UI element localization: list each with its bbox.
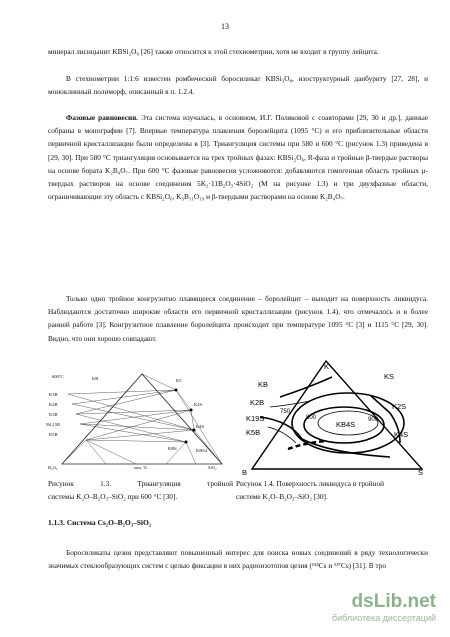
- fig14-label-kb4s: KB4S: [336, 420, 356, 429]
- fig13-label-b2o3: B₂O₃: [48, 465, 58, 470]
- paragraph-3-body: Эта система изучалась, в основном, И.Г. Поляковой с соавторами [29, 30 и др.], данные собраны в монографии [7]. Впервые температура плавления боролейцита (1095 °С) и его приблизительные области первичной кристаллизации были определены в [3]. Триангуляция системы при 580 и 600 °С (рисунок 1.3) приведена в [29, 30]. При 580 °С триангуляция основывается на трех тройных фазах: KBSi₂O₆, R-фаза и тройные β-твердые растворы на основе бората K₂B₄O₇. При 600 °С фазовые равновесия усложняются: добавляются гомогенная область тройных μ-твердых растворов на основе соединения 5K₂·11B₂O₃·4SiO₂ (M на рисунке 1.3) и три двухфазные области, ограничивающие эту область с KBSi₂O₆, K₃B₁₁O₁₉ и β-твердыми растворами на основе K₂B₄O₇.: [48, 113, 428, 202]
- fig13-label-kbs: KBS: [168, 446, 177, 451]
- fig13-label-k4s: K4S: [196, 424, 205, 429]
- figure-1-3-caption-line2: системы K₂O–B₂O₃–SiO₂ при 600 °С [30].: [48, 492, 178, 501]
- fig14-label-k19s: K19S: [246, 414, 265, 423]
- fig14-label-b: B: [242, 468, 248, 475]
- fig14-label-k2b: K2B: [250, 398, 265, 407]
- fig13-label-kb: KB: [92, 376, 99, 381]
- fig14-label-k5b: K5B: [246, 428, 261, 437]
- fig14-label-750: 750: [280, 409, 291, 415]
- paragraph-4: Только одно тройное конгруэнтно плавящееся соединение – боролейцит – выходит на поверхность ликвидуса. Наблюдаются достаточно широкие области его первичной кристаллизации (рисунок 1.4), что отмечалось и в более ранней работе [3]. Конгруэнтное плавление боролейцита происходит при температуре 1095 °С [3] и 1115 °С [29, 30]. Видно, что они хорошо совпадают.: [48, 294, 428, 343]
- figure-1-4-caption-line1: Рисунок 1.4. Поверхность ликвидуса в тройной: [236, 479, 385, 488]
- figure-1-3-triangulation: [46, 370, 226, 470]
- figure-1-4-caption-line2: системе K₂O–B₂O₃–SiO₂ [30].: [236, 492, 328, 501]
- fig14-label-k4s: K4S: [394, 430, 409, 439]
- fig13-label-k2b: K2B: [49, 402, 58, 407]
- paragraph-3-lead: Фазовые равновесия.: [66, 113, 138, 122]
- fig13-label-mu: 5K,15B: [46, 422, 61, 427]
- paragraph-5: Боросиликаты цезия представляют повышенный интерес для поиска новых соединений в ряду технологически значимых стеклообразующих систем с целью фиксации в них радиоизотопов цезия (¹³⁴Cs и ¹³⁷Cs) [31]. В тро: [48, 548, 428, 571]
- fig13-label-k5: K5: [176, 378, 182, 383]
- fig14-label-ks: KS: [384, 372, 395, 381]
- fig14-label-800: 800: [306, 415, 317, 421]
- fig14-label-s: S: [418, 468, 424, 475]
- figure-1-4-caption: [236, 477, 436, 503]
- fig13-label-k3b-2: K3B: [49, 412, 58, 417]
- watermark-subtitle: библиотека диссертаций: [331, 613, 436, 623]
- fig13-label-k5b: K5B: [49, 432, 58, 437]
- fig13-label-k2s: K2S: [194, 402, 203, 407]
- watermark: [316, 591, 436, 627]
- fig13-label-kbs4: KBS4: [196, 448, 208, 453]
- figure-1-3-caption: [48, 477, 233, 503]
- figure-1-3-caption-line1: Рисунок 1.3. Триангуляция тройной: [48, 479, 233, 488]
- fig13-label-axis: мол. %: [134, 465, 148, 470]
- fig13-label-600: 600°C: [52, 374, 64, 379]
- fig14-label-kb: KB: [258, 380, 269, 389]
- section-heading: 1.1.3. Система Cs₂O–B₂O₃–SiO₂: [48, 518, 152, 527]
- page-number: 13: [221, 22, 229, 31]
- fig14-label-k2s: K2S: [392, 402, 407, 411]
- fig13-label-sio2: SiO₂: [208, 465, 217, 470]
- fig14-label-k: K: [324, 362, 330, 371]
- paragraph-1: минерал лисицынит KBSi₂O₆ [26] также относится к этой стехиометрии, хотя не входит в группу лейцита.: [48, 47, 379, 56]
- figure-1-4-liquidus: [240, 357, 430, 475]
- paragraph-2: В стехиометрии 1:1:6 известен ромбический боросиликат KBSi₃O₈, изоструктурный данбуриту [27, 28], и моноклинный полиморф, описанный в п. 1.2.4.: [48, 74, 428, 97]
- paragraph-3: [48, 111, 428, 203]
- fig13-label-k3b: K3B: [49, 392, 58, 397]
- fig14-label-900: 900: [368, 417, 379, 423]
- watermark-logo: dsLib.net: [351, 591, 436, 612]
